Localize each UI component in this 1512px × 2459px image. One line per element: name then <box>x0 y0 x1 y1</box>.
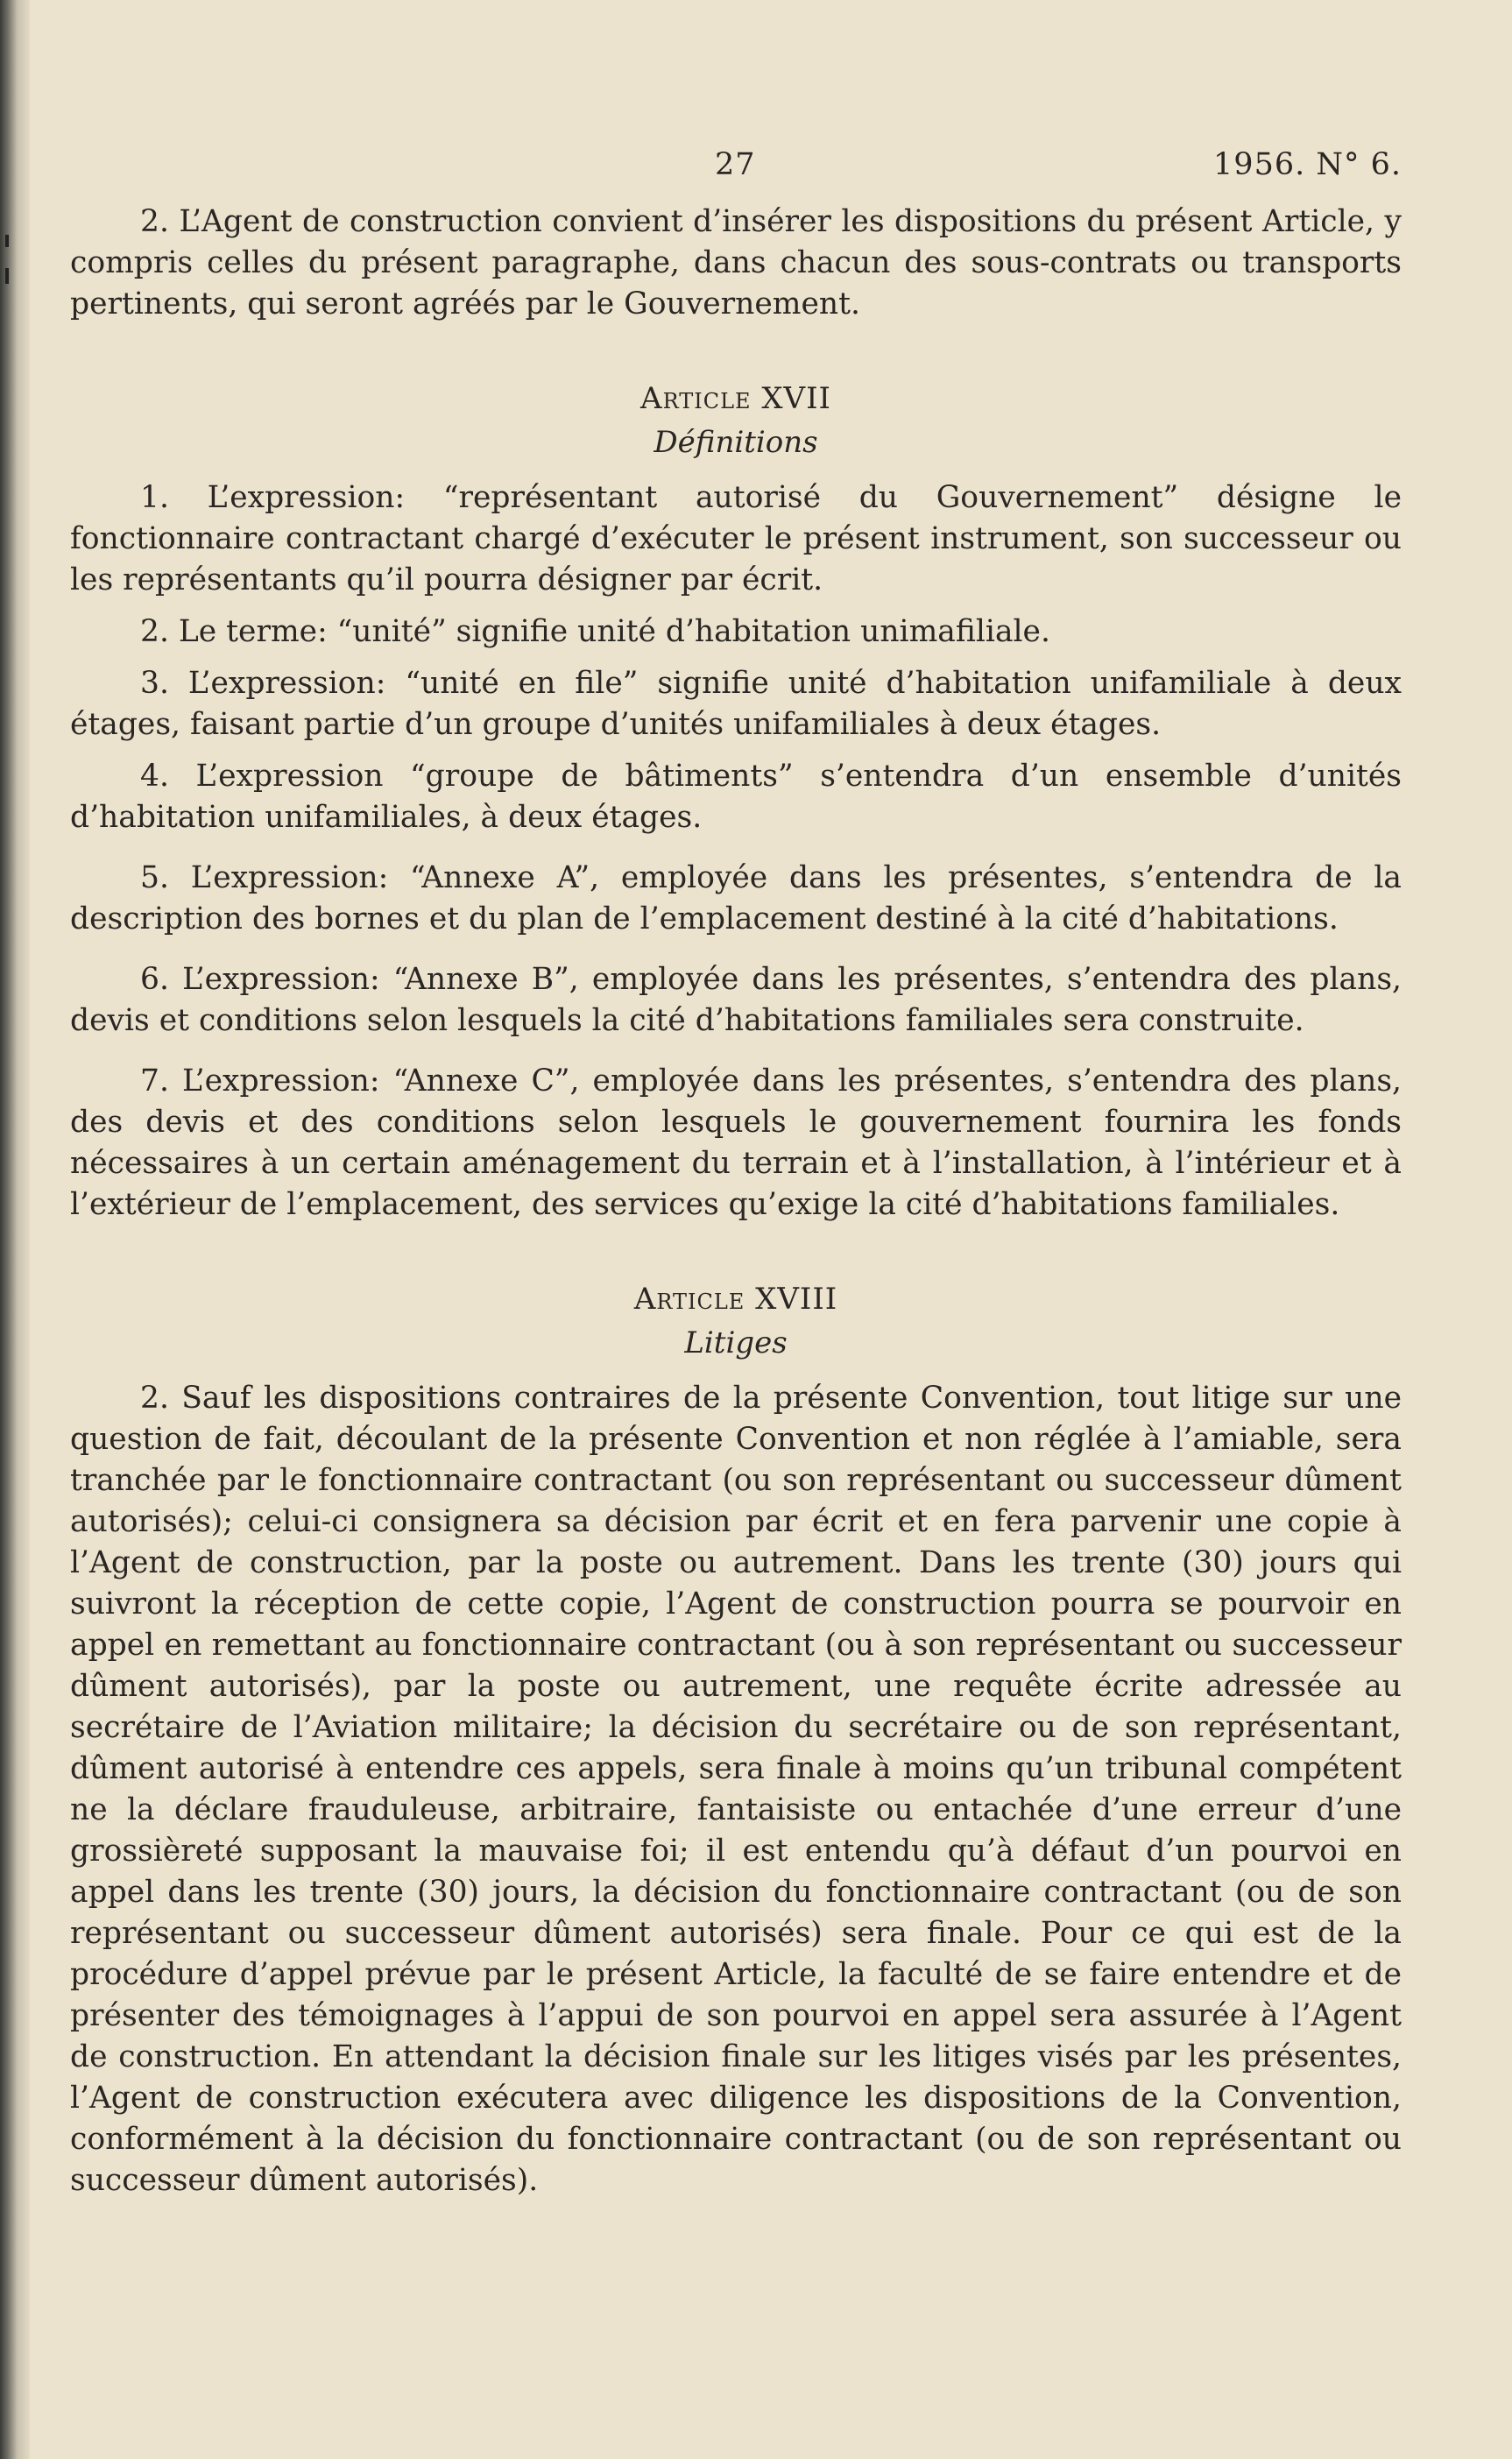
article-18-heading: Article XVIII <box>633 1282 838 1317</box>
page-header <box>70 140 1402 201</box>
document-page <box>70 140 1402 2201</box>
article-18-paragraph-2: 2. Sauf les dispositions contraires de la présente Convention, tout litige sur une question de fait, découlant de la présente Convention et non réglée à l’amiable, sera tranchée par le fonctionnaire contractant (ou son représentant ou successeur dûment autorisés); celui-ci consignera sa décision par écrit et en fera parvenir une copie à l’Agent de construction, par la poste ou autrement. Dans les trente (30) jours qui suivront la réception de cette copie, l’Agent de construction pourra se pourvoir en appel en remettant au fonctionnaire contractant (ou à son représentant ou successeur dûment autorisés), par la poste ou autrement, une requête écrite adressée au secrétaire de l’Aviation militaire; la décision du secrétaire ou de son représentant, dûment autorisé à entendre ces appels, sera finale à moins qu’un tribunal compétent ne la déclare frauduleuse, arbitraire, fantaisiste ou entachée d’une erreur d’une grossièreté supposant la mauvaise foi; il est entendu qu’à défaut d’un pourvoi en appel dans les trente (30) jours, la décision du fonctionnaire contractant (ou de son représentant ou successeur dûment autorisés) sera finale. Pour ce qui est de la procédure d’appel prévue par le présent Article, la faculté de se faire entendre et de présenter des témoignages à l’appui de son pourvoi en appel sera assurée à l’Agent de construction. En attendant la décision finale sur les litiges visés par les présentes, l’Agent de construction exécutera avec diligence les dispositions de la Convention, conformément à la décision du fonctionnaire contractant (ou de son représentant ou successeur dûment autorisés). <box>70 1381 1402 2198</box>
edge-mark-bottom <box>5 268 9 284</box>
article-17-paragraph-4: 4. L’expression “groupe de bâtiments” s’entendra d’un ensemble d’unités d’habitation unifamiliales, à deux étages. <box>70 759 1402 835</box>
article-17-heading: Article XVII <box>640 381 831 416</box>
article-17-paragraph-1: 1. L’expression: “représentant autorisé du Gouvernement” désigne le fonctionnaire contractant chargé d’exécuter le présent instrument, son successeur ou les représentants qu’il pourra désigner par écrit. <box>70 480 1402 597</box>
article-17-paragraph-7: 7. L’expression: “Annexe C”, employée dans les présentes, s’entendra des plans, des devis et des conditions selon lesquels le gouvernement fournira les fonds nécessaires à un certain aménagement du terrain et à l’installation, à l’intérieur et à l’extérieur de l’emplacement, des services qu’exige la cité d’habitations familiales. <box>70 1063 1402 1222</box>
article-17-paragraph-3: 3. L’expression: “unité en file” signifie unité d’habitation unifamiliale à deux étages, faisant partie d’un groupe d’unités unifamiliales à deux étages. <box>70 666 1402 742</box>
article-17-subtitle: Définitions <box>654 425 818 460</box>
article-17-paragraph-2: 2. Le terme: “unité” signifie unité d’habitation unimafiliale. <box>140 614 1050 649</box>
page-binding-edge <box>0 0 30 2459</box>
edge-mark-top <box>5 235 9 247</box>
document-reference: 1956. N° 6. <box>1213 147 1402 182</box>
article-17-paragraph-6: 6. L’expression: “Annexe B”, employée dans les présentes, s’entendra des plans, devis et conditions selon lesquels la cité d’habitations familiales sera construite. <box>70 962 1402 1038</box>
article-17-paragraph-5: 5. L’expression: “Annexe A”, employée dans les présentes, s’entendra de la description des bornes et du plan de l’emplacement destiné à la cité d’habitations. <box>70 860 1402 936</box>
page-number: 27 <box>715 147 756 182</box>
intro-paragraph: 2. L’Agent de construction convient d’insérer les dispositions du présent Article, y compris celles du présent paragraphe, dans chacun des sous-contrats ou transports pertinents, qui seront agréés par le Gouvernement. <box>70 204 1402 322</box>
article-18-subtitle: Litiges <box>684 1325 788 1360</box>
